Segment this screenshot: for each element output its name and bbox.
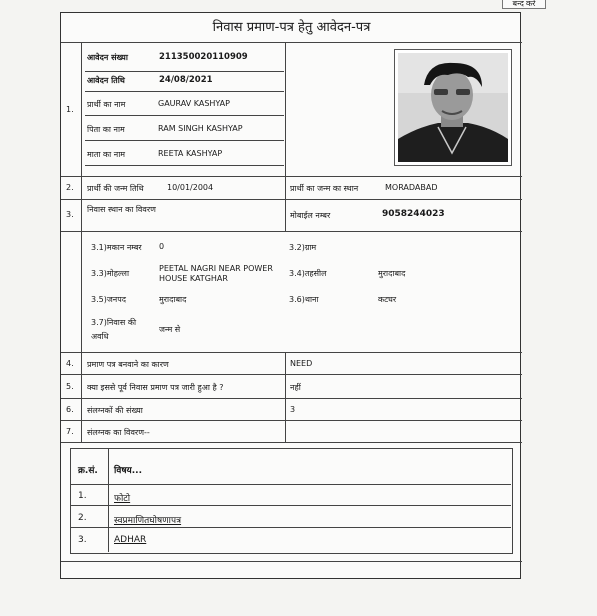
document-row-subject[interactable]: स्वप्रमाणितघोषणापत्र bbox=[114, 516, 182, 526]
document-row-serial: 2. bbox=[78, 513, 87, 523]
attachment-count-value: 3 bbox=[290, 405, 296, 414]
police-station-value: कटघर bbox=[378, 295, 397, 304]
father-name-label: पिता का नाम bbox=[87, 125, 125, 134]
mother-name-value: REETA KASHYAP bbox=[158, 149, 223, 158]
mobile-value: 9058244023 bbox=[382, 209, 445, 219]
residence-period-label-line1: 3.7)निवास की bbox=[91, 318, 137, 327]
residence-details-label: निवास स्थान का विवरण bbox=[87, 205, 156, 214]
document-row-serial: 1. bbox=[78, 491, 87, 501]
row-number: 4. bbox=[66, 359, 74, 368]
tehsil-label: 3.4)तहसील bbox=[289, 269, 327, 278]
attachment-count-label: संलग्नकों की संख्या bbox=[87, 406, 143, 415]
row-number: 7. bbox=[66, 427, 74, 436]
father-name-value: RAM SINGH KASHYAP bbox=[158, 124, 243, 133]
reason-value: NEED bbox=[290, 359, 313, 368]
row-number: 3. bbox=[66, 210, 74, 219]
row-number: 1. bbox=[66, 105, 74, 114]
birth-place-value: MORADABAD bbox=[385, 183, 438, 192]
application-date-label: आवेदन तिथि bbox=[87, 76, 125, 85]
house-no-value: 0 bbox=[159, 242, 165, 251]
application-number-value: 211350020110909 bbox=[159, 52, 248, 62]
application-date-value: 24/08/2021 bbox=[159, 75, 213, 85]
attachment-details-label: संलग्नक का विवरण-- bbox=[87, 428, 150, 437]
locality-value-line2: HOUSE KATGHAR bbox=[159, 274, 228, 283]
dob-label: प्रार्थी की जन्म तिथि bbox=[87, 184, 144, 193]
residence-period-value: जन्म से bbox=[159, 325, 181, 334]
locality-value-line1: PEETAL NAGRI NEAR POWER bbox=[159, 264, 273, 273]
mobile-label: मोबाईल नम्बर bbox=[290, 211, 331, 220]
birth-place-label: प्रार्थी का जन्म का स्थान bbox=[290, 184, 359, 193]
village-label: 3.2)ग्राम bbox=[289, 243, 317, 252]
district-value: मुरादाबाद bbox=[159, 295, 187, 304]
subject-header: विषय... bbox=[114, 466, 143, 476]
application-number-label: आवेदन संख्या bbox=[87, 53, 128, 62]
applicant-photo-image bbox=[398, 53, 508, 162]
locality-label: 3.3)मोहल्ला bbox=[91, 269, 130, 278]
previous-issued-value: नहीं bbox=[290, 383, 301, 392]
applicant-photo bbox=[394, 49, 512, 166]
row-number: 2. bbox=[66, 183, 74, 192]
form-title: निवास प्रमाण-पत्र हेतु आवेदन-पत्र bbox=[212, 20, 371, 35]
close-button[interactable]: बन्द करें bbox=[502, 0, 546, 9]
mother-name-label: माता का नाम bbox=[87, 150, 126, 159]
document-row-subject[interactable]: फोटो bbox=[114, 494, 131, 504]
applicant-name-value: GAURAV KASHYAP bbox=[158, 99, 230, 108]
documents-table bbox=[70, 448, 513, 554]
police-station-label: 3.6)थाना bbox=[289, 295, 319, 304]
dob-value: 10/01/2004 bbox=[167, 183, 214, 192]
document-row-subject[interactable]: ADHAR bbox=[114, 535, 147, 545]
application-form bbox=[60, 12, 521, 579]
house-no-label: 3.1)मकान नम्बर bbox=[91, 243, 142, 252]
tehsil-value: मुरादाबाद bbox=[378, 269, 406, 278]
reason-label: प्रमाण पत्र बनवाने का कारण bbox=[87, 360, 169, 369]
residence-period-label-line2: अवधि bbox=[91, 332, 109, 341]
previous-issued-label: क्या इससे पूर्व निवास प्रमाण पत्र जारी हुआ है ? bbox=[87, 383, 224, 392]
district-label: 3.5)जनपद bbox=[91, 295, 127, 304]
applicant-name-label: प्रार्थी का नाम bbox=[87, 100, 126, 109]
document-row-serial: 3. bbox=[78, 535, 87, 545]
row-number: 6. bbox=[66, 405, 74, 414]
serial-header: क्र.सं. bbox=[78, 466, 98, 476]
row-number: 5. bbox=[66, 382, 74, 391]
